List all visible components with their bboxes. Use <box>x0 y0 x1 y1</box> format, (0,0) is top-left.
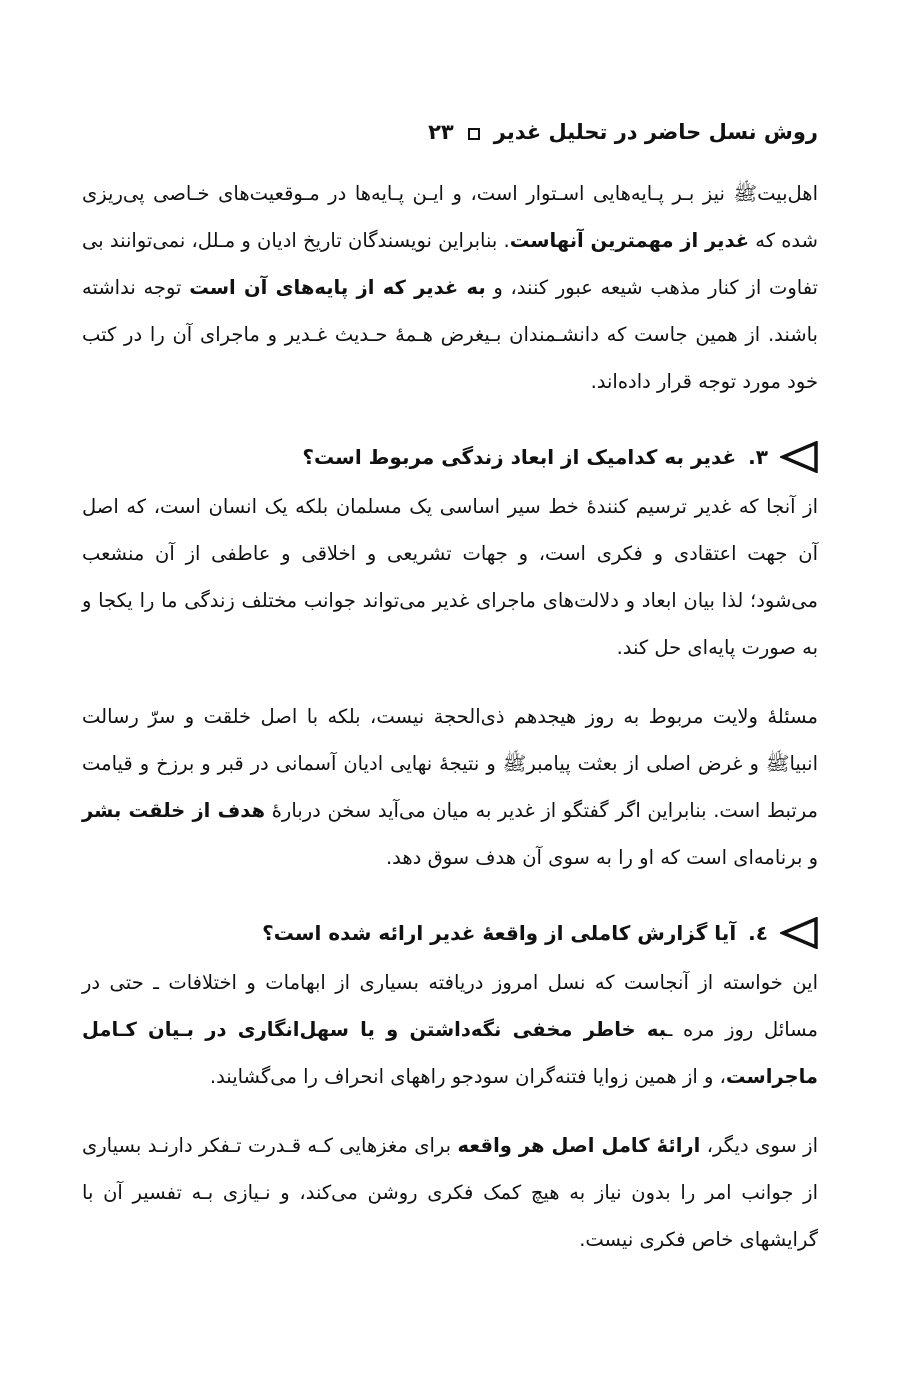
bold-text: غدیر از مهمترین آنهاست <box>509 229 750 252</box>
page-number: ۲۳ <box>428 120 454 144</box>
honorific-symbol: ﷺ <box>765 752 790 775</box>
honorific-symbol: ﷺ <box>733 182 758 205</box>
section-title: آیا گزارش کاملی از واقعهٔ غدیر ارائه شده است؟ <box>262 921 737 945</box>
text-run: ، و از همین زوایا فتنه‌گران سودجو راههای انحراف را می‌گشایند. <box>209 1065 726 1088</box>
text-run: . بنابراین نویسندگان تاریخ ادیان و مـلل، نمی‌توانند بی تفاوت از کنار مذهب شیعه عبور کنند، و <box>82 229 818 299</box>
text-run: و برنامه‌ای است که او را به سوی آن هدف سوق دهد. <box>385 846 818 869</box>
bold-text: ارائهٔ کامل اصل هر واقعه <box>457 1134 701 1157</box>
running-header <box>82 112 818 152</box>
bold-text: به غدیر که از پایه‌های آن است <box>189 276 486 299</box>
paragraph-1 <box>82 170 818 405</box>
paragraph-2: از آنجا که غدیر ترسیم کنندهٔ خط سیر اساسی یک مسلمان بلکه یک انسان است، که اصل آن جهت اعتقادی و فکری است، و جهات تشریعی و اخلاقی و عاطفی از آن منشعب می‌شود؛ لذا بیان ابعاد و دلالت‌های ماجرای غدیر می‌تواند جوانب مختلف زندگی ما را یکجا و به صورت پایه‌ای حل کند. <box>82 495 818 659</box>
text-run: اهل‌بیت <box>757 182 818 205</box>
section-title: غدیر به کدامیک از ابعاد زندگی مربوط است؟ <box>302 445 737 469</box>
section-number: ٤. <box>748 921 768 945</box>
triangle-left-icon <box>780 441 818 473</box>
page-body <box>82 170 818 1263</box>
paragraph-5 <box>82 1122 818 1263</box>
text-run: برای مغزهایی کـه قـدرت تـفکر دارنـد بسیاری از جوانب امر را بدون نیاز به هیچ کمک فکری روشن می‌کند، و نـیازی بـه تفسیر آن با گرایشهای خاص فکری نیست. <box>82 1134 818 1251</box>
text-run: توجه نداشته باشند. از همین جاست که دانشـمندان بـیغرض هـمهٔ حـدیث غـدیر و ماجرای آن را در کتب خود مورد توجه قرار داده‌اند. <box>82 276 818 393</box>
text-run: از سوی دیگر، <box>700 1134 818 1157</box>
text-run: و نتیجهٔ نهایی ادیان آسمانی در قبر و برزخ و قیامت مرتبط است. بنابراین اگر گفتگو از غدیر به میان می‌آید سخن دربارهٔ <box>82 752 818 822</box>
paragraph-4 <box>82 959 818 1100</box>
square-bullet-icon <box>468 128 480 140</box>
section-number: ۳. <box>748 445 768 469</box>
bold-text: به خاطر مخفی نگه‌داشتن و یا سهل‌انگاری در بـیان کـامل ماجراست <box>82 1018 818 1088</box>
text-run: و غرض اصلی از بعثت پیامبر <box>526 752 766 775</box>
bold-text: هدف از خلقت بشر <box>82 799 266 822</box>
section-heading-4 <box>82 907 818 959</box>
running-header-title: روش نسل حاضر در تحلیل غدیر <box>493 120 818 144</box>
text-run: مسئلهٔ ولایت مربوط به روز هیجدهم ذی‌الحجة نیست، بلکه با اصل خلقت و سرّ رسالت انبیا <box>82 705 818 775</box>
triangle-left-icon <box>780 917 818 949</box>
text-run: نیز بـر پـایه‌هایی اسـتوار است، و ایـن پـایه‌ها در مـوقعیت‌های خـاصی پی‌ریزی شده که <box>82 182 818 252</box>
text-run: این خواسته از آنجاست که نسل امروز دریافته بسیاری از ابهامات و اختلافات ـ حتی در مسائل روز مره ـ <box>82 971 818 1041</box>
section-heading-3 <box>82 431 818 483</box>
honorific-symbol: ﷺ <box>502 752 527 775</box>
paragraph-3 <box>82 693 818 881</box>
